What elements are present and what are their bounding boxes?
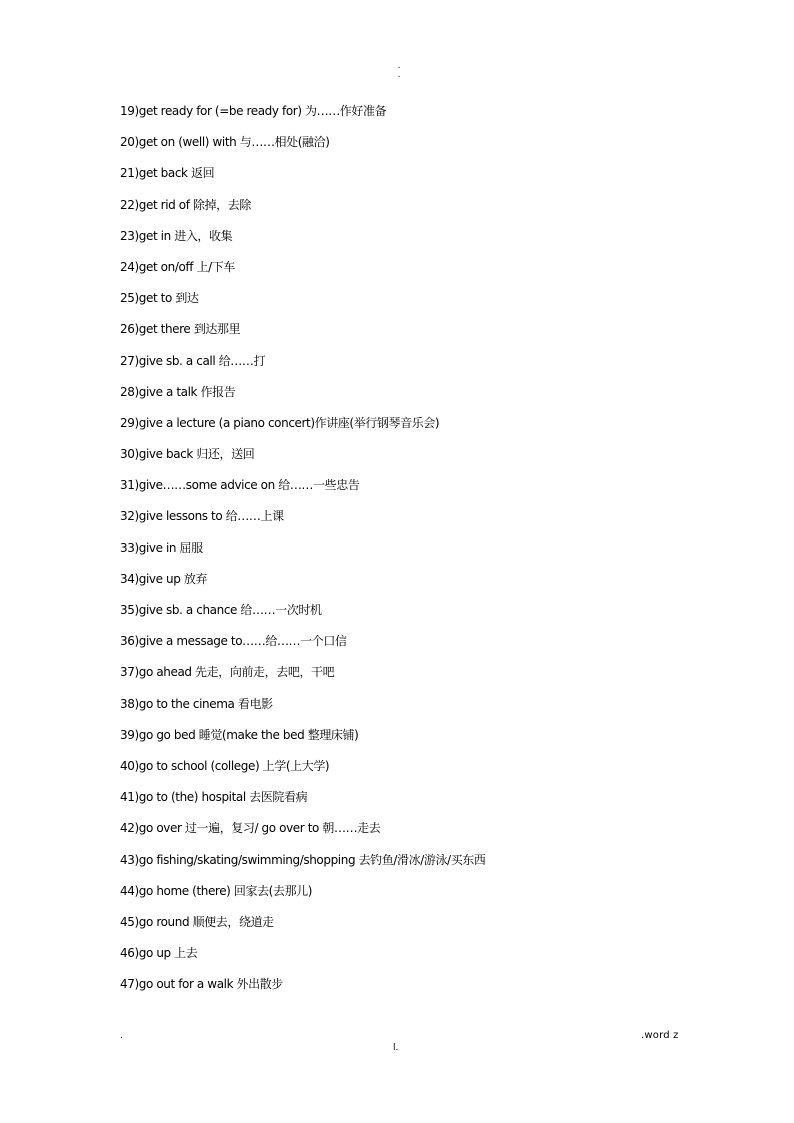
list-item: 31)give……some advice on 给……一些忠告	[120, 478, 360, 493]
list-item: 37)go ahead 先走，向前走，去吧，干吧	[120, 665, 335, 680]
list-item: 22)get rid of 除掉，去除	[120, 197, 251, 212]
list-item: 32)give lessons to 给……上课	[120, 509, 284, 524]
list-item: 41)go to (the) hospital 去医院看病	[120, 790, 308, 805]
list-item: 46)go up 上去	[120, 946, 198, 961]
list-item: 35)give sb. a chance 给……一次时机	[120, 603, 322, 617]
list-item: 45)go round 顺便去，绕道走	[120, 914, 274, 929]
header-mark	[396, 62, 402, 80]
list-item: 36)give a message to……给……一个口信	[120, 634, 347, 649]
list-item: 42)go over 过一遍，复习/ go over to 朝……走去	[120, 821, 381, 836]
list-item: 23)get in 进入，收集	[120, 228, 233, 243]
list-item: 19)get ready for (=be ready for) 为……作好准备	[120, 104, 387, 118]
footer-page-number: l.	[393, 1043, 399, 1053]
list-item: 44)go home (there) 回家去(去那儿)	[120, 883, 313, 898]
list-item: 33)give in 屈服	[120, 540, 203, 555]
list-item: 21)get back 返回	[120, 166, 215, 181]
list-item: 25)get to 到达	[120, 291, 199, 306]
list-item: 47)go out for a walk 外出散步	[120, 977, 283, 992]
footer-left-mark: .	[120, 1030, 124, 1041]
list-item: 28)give a talk 作报告	[120, 384, 236, 399]
list-item: 26)get there 到达那里	[120, 322, 241, 337]
list-item: 34)give up 放弃	[120, 571, 208, 586]
list-item: 24)get on/off 上/下车	[120, 259, 235, 274]
list-item: 20)get on (well) with 与……相处(融洽)	[120, 135, 330, 150]
list-item: 38)go to the cinema 看电影	[120, 696, 273, 711]
list-item: 43)go fishing/skating/swimming/shopping 去钓鱼/滑冰/游泳/买东西	[120, 852, 486, 867]
list-item: 39)go go bed 睡觉(make the bed 整理床铺)	[120, 727, 359, 742]
phrase-list	[120, 100, 486, 1004]
list-item: 27)give sb. a call 给……打	[120, 353, 266, 368]
list-item: 29)give a lecture (a piano concert)作讲座(举行钢琴音乐会)	[120, 415, 440, 430]
footer-right-text: .word z	[641, 1030, 679, 1041]
list-item: 30)give back 归还，送回	[120, 447, 255, 462]
header-mark-dots: . .	[397, 61, 401, 80]
list-item: 40)go to school (college) 上学(上大学)	[120, 758, 330, 773]
